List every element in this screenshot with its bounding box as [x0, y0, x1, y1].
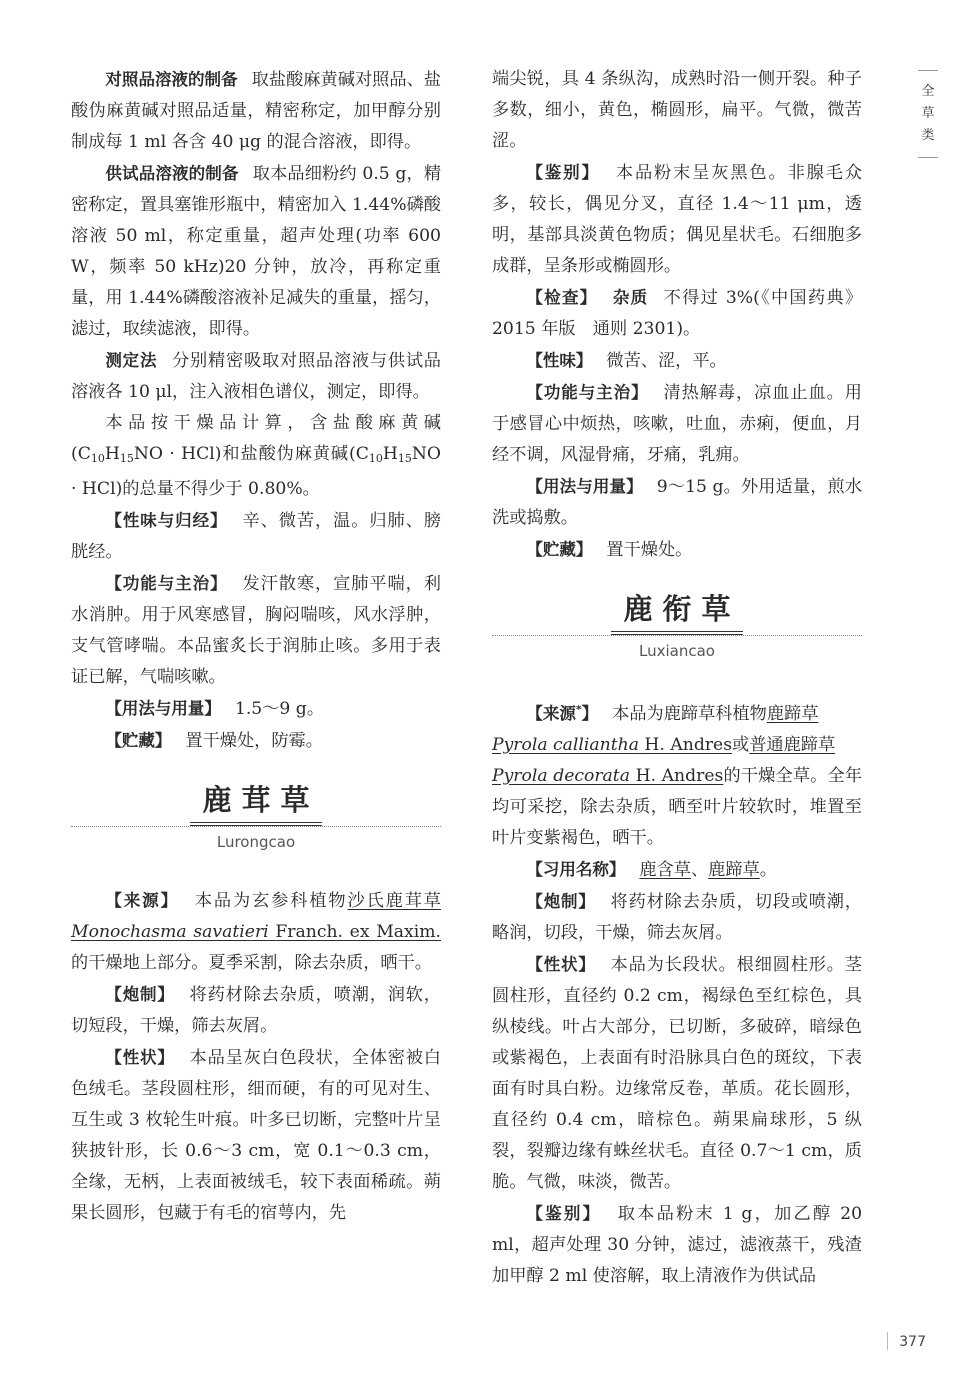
- section-label: 【检查】: [526, 288, 598, 307]
- para-text: 取本品粉末 1 g，加乙醇 20 ml，超声处理 30 分钟，滤过，滤液蒸干，残渣加甲醇 2 ml 使溶解，取上清液作为供试品: [492, 1203, 863, 1286]
- alias-name: 鹿蹄草: [708, 859, 760, 880]
- section-label: 【习用名称】: [526, 859, 626, 879]
- section-label: 【用法与用量】: [526, 477, 643, 496]
- section-label: 【来源】: [105, 890, 179, 910]
- inspection-para: [492, 282, 862, 345]
- herb-heading: [71, 783, 441, 851]
- function-para: [492, 377, 862, 471]
- latin-author: H. Andres: [644, 734, 733, 755]
- source-para: [71, 885, 441, 979]
- sub-label: 杂质: [611, 288, 649, 307]
- para-text: 9～15 g。外用适量，煎水洗或捣敷。: [492, 477, 863, 528]
- para-text: 1.5～9 g。: [234, 699, 325, 719]
- section-label: 【性味】: [526, 351, 593, 370]
- latin-name: Pyrola decorata: [492, 765, 630, 786]
- subscript: 10: [368, 452, 383, 465]
- section-label: 【鉴别】: [526, 163, 600, 182]
- latin-name: Monochasma savatieri: [71, 921, 269, 942]
- section-label: 【用法与用量】: [105, 699, 221, 718]
- para-text: NO · HCl)的总量不得少于 0.80%。: [71, 444, 441, 499]
- para-text: 将药材除去杂质，切段或喷潮，略润，切段，干燥，筛去灰屑。: [492, 891, 862, 943]
- para-text: H: [104, 444, 120, 464]
- title-divider: [71, 826, 441, 827]
- side-tab-char: 草: [921, 106, 935, 121]
- description-para: [492, 949, 862, 1198]
- herb-pinyin: Lurongcao: [216, 832, 296, 851]
- subscript: 10: [90, 452, 105, 465]
- source-para: [492, 694, 862, 854]
- para-text: 或: [732, 734, 750, 755]
- ref-solution-para: [71, 64, 441, 158]
- description-continued: 端尖锐，具 4 条纵沟，成熟时沿一侧开裂。种子多数，细小，黄色，椭圆形，扁平。气微，微苦涩。: [492, 69, 862, 151]
- herb-heading: [492, 592, 862, 660]
- herb-title: 鹿茸草: [190, 783, 321, 826]
- section-label: 【性味与归经】: [105, 511, 228, 530]
- section-label: 【鉴别】: [526, 1203, 602, 1223]
- plant-name-cn: 鹿蹄草: [766, 703, 819, 724]
- section-label: 【性状】: [105, 1047, 175, 1067]
- side-tab-char: 全: [921, 84, 935, 99]
- section-label: 【贮藏】: [105, 731, 172, 750]
- para-text: 微苦、涩，平。: [606, 351, 727, 371]
- plant-name-cn: 普通鹿蹄草: [749, 734, 836, 755]
- para-text: 的干燥地上部分。夏季采割，除去杂质，晒干。: [71, 952, 432, 973]
- section-label: 测定法: [105, 351, 158, 370]
- para-text: 本品粉末呈灰黑色。非腺毛众多，较长，偶见分叉，直径 1.4～11 μm，透明，基部具淡黄色物质；偶见星状毛。石细胞多成群，呈条形或椭圆形。: [492, 163, 862, 276]
- para-text: 发汗散寒，宣肺平喘，利水消肿。用于风寒感冒，胸闷喘咳，风水浮肿，支气管哮喘。本品蜜炙长于润肺止咳。多用于表证已解，气喘咳嗽。: [71, 574, 441, 687]
- para-text: 将药材除去杂质，喷潮，润软，切短段，干燥，筛去灰屑。: [71, 984, 441, 1036]
- side-tab-char: 类: [921, 128, 935, 143]
- storage-para: [492, 534, 862, 566]
- description-para: [71, 1042, 441, 1229]
- para-text: 辛、微苦，温。归肺、膀胱经。: [71, 511, 441, 562]
- section-label: 【炮制】: [526, 891, 596, 911]
- subscript: 15: [397, 452, 412, 465]
- para-text: 分别精密吸取对照品溶液与供试品溶液各 10 μl，注入液相色谱仪，测定，即得。: [71, 351, 441, 402]
- footnote-mark: *: [575, 702, 582, 716]
- latin-author: H. Andres: [635, 765, 724, 786]
- alias-para: [492, 854, 862, 886]
- para-text: 清热解毒，凉血止血。用于感冒心中烦热，咳嗽，吐血，赤痢，便血，月经不调，风湿骨痛，牙痛，乳痈。: [492, 383, 862, 465]
- para-text: 置干燥处，防霉。: [185, 731, 323, 751]
- assay-para: [71, 345, 441, 408]
- herb-pinyin: Luxiancao: [639, 641, 715, 660]
- para-text: 置干燥处。: [606, 540, 693, 560]
- para-text: NO · HCl)和盐酸伪麻黄碱(C: [133, 444, 369, 464]
- para-text: 、: [690, 859, 709, 880]
- taste-para: [492, 345, 862, 377]
- content-limit-para: [71, 408, 441, 505]
- right-column: [492, 64, 862, 1292]
- section-label: [526, 704, 598, 723]
- storage-para: [71, 725, 441, 757]
- processing-para: [71, 979, 441, 1042]
- para-text: 本品为鹿蹄草科植物: [612, 703, 767, 724]
- function-para: [71, 568, 441, 693]
- page-number-divider: [887, 1332, 888, 1350]
- para-text: 本品呈灰白色段状，全体密被白色绒毛。茎段圆柱形，细而硬，有的可见对生、互生或 3 枚轮生叶痕。叶多已切断，完整叶片呈狭披针形，长 0.6～3 cm，宽 0.1～0.3 cm，全缘，无柄，上表面被绒毛，较下表面稀疏。蒴果长圆形，包藏于有毛的宿萼内，先: [71, 1047, 441, 1223]
- section-label: 【贮藏】: [526, 540, 593, 559]
- section-label: 【性状】: [526, 954, 596, 974]
- section-label: 【功能与主治】: [526, 383, 649, 402]
- para-text: 本品为长段状。根细圆柱形。茎圆柱形，直径约 0.2 cm，褐绿色至红棕色，具纵棱线。叶占大部分，已切断，多破碎，暗绿色或紫褐色，上表面有时沿脉具白色的斑纹，下表面有时具白粉。边缘常反卷，革质。花长圆形，直径约 0.4 cm，暗棕色。蒴果扁球形，5 纵裂，裂瓣边缘有蛛丝状毛。直径 0.7～1 cm，质脆。气微，味淡，微苦。: [492, 954, 862, 1192]
- para-text: 。: [759, 859, 777, 880]
- section-label: 对照品溶液的制备: [105, 70, 238, 89]
- title-divider: [492, 635, 862, 636]
- subscript: 15: [119, 452, 134, 465]
- latin-name: Pyrola calliantha: [492, 734, 639, 755]
- para-text: 的干燥全草。全年均可采挖，除去杂质，晒至叶片较软时，堆置至叶片变紫褐色，晒干。: [492, 765, 863, 848]
- identification-para: [492, 1198, 862, 1292]
- label-text: 】: [581, 703, 599, 723]
- para-text: 取本品细粉约 0.5 g，精密称定，置具塞锥形瓶中，精密加入 1.44%磷酸溶液 50 ml，称定重量，超声处理(功率 600 W，频率 50 kHz)20 分钟，放冷，再称定重量，用 1.44%磷酸溶液补足减失的重量，摇匀，滤过，取续滤液，即得。: [71, 164, 442, 339]
- test-solution-para: [71, 158, 441, 345]
- para-text: 不得过 3%(《中国药典》2015 年版 通则 2301)。: [492, 288, 863, 339]
- dosage-para: [71, 693, 441, 725]
- section-label: 【功能与主治】: [105, 574, 228, 593]
- plant-name-cn: 沙氏鹿茸草: [347, 890, 441, 911]
- processing-para: [492, 886, 862, 949]
- side-tab: [918, 70, 938, 158]
- identification-para: [492, 157, 862, 282]
- para-text: H: [382, 444, 398, 464]
- nature-meridian-para: [71, 505, 441, 568]
- para-text: 取盐酸麻黄碱对照品、盐酸伪麻黄碱对照品适量，精密称定，加甲醇分别制成每 1 ml 各含 40 μg 的混合溶液，即得。: [71, 70, 441, 152]
- section-label: 【炮制】: [105, 984, 175, 1004]
- latin-author: Franch. ex Maxim.: [275, 921, 441, 942]
- alias-name: 鹿含草: [639, 859, 691, 880]
- dosage-para: [492, 471, 862, 534]
- section-label: 供试品溶液的制备: [105, 164, 239, 183]
- left-column: [71, 64, 441, 1229]
- label-text: 【来源: [526, 703, 576, 723]
- herb-title: 鹿衔草: [611, 592, 742, 635]
- para-text: 本品为玄参科植物: [192, 890, 348, 911]
- para-text: 本品按干燥品计算，含盐酸麻黄碱(C: [71, 413, 441, 464]
- page-number: 377: [899, 1334, 926, 1350]
